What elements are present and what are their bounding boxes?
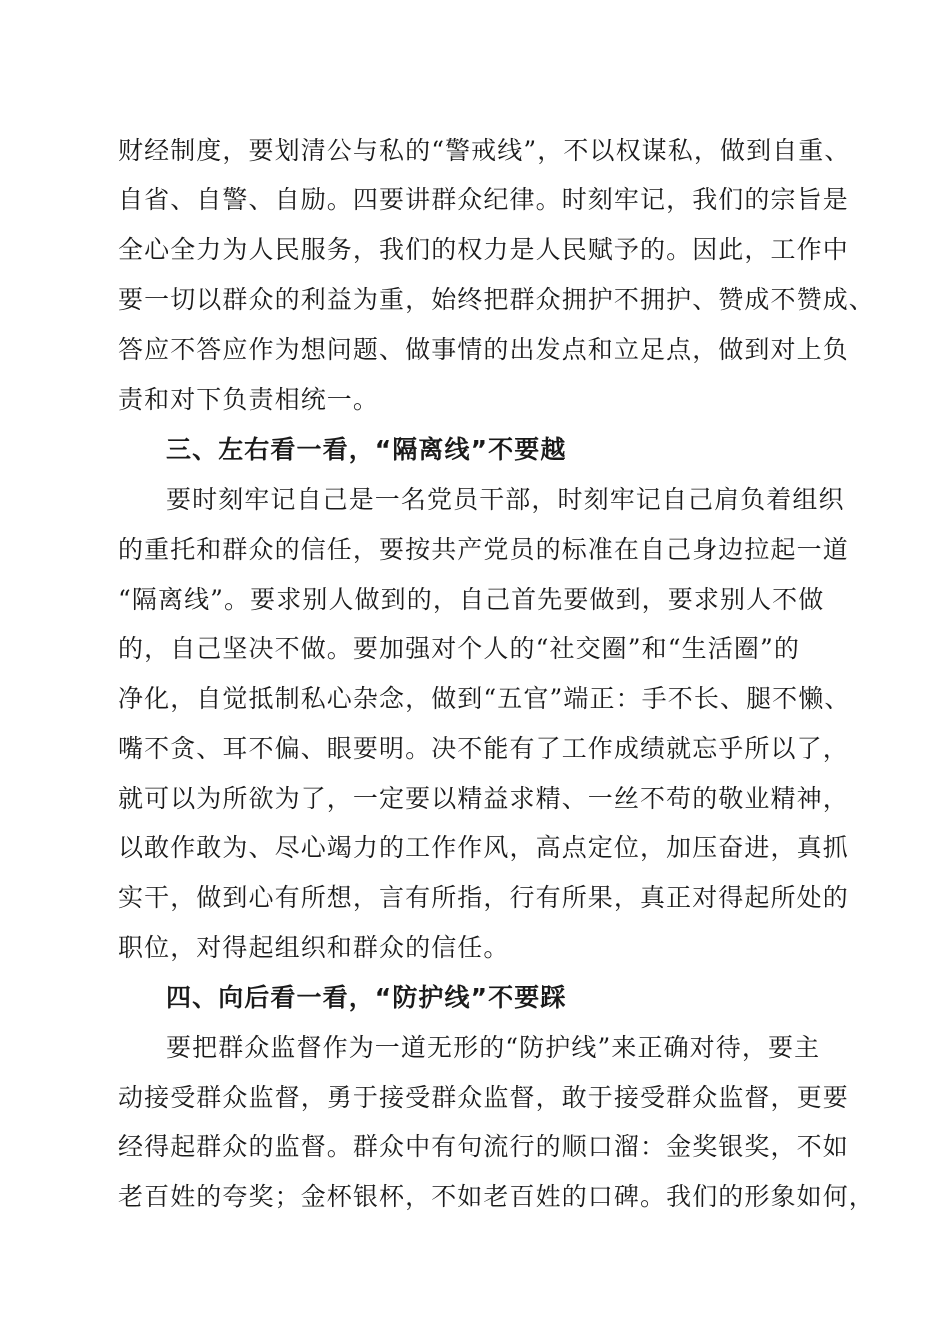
section-heading-3: 三、左右看一看，“隔离线”不要越 [166,435,567,464]
paragraph-line: 就可以为所欲为了，一定要以精益求精、一丝不苟的敬业精神， [118,784,849,813]
paragraph-line: 的，自己坚决不做。要加强对个人的“社交圈”和“生活圈”的 [118,634,800,663]
paragraph-line: 嘴不贪、耳不偏、眼要明。决不能有了工作成绩就忘乎所以了， [118,734,849,763]
paragraph-line: 经得起群众的监督。群众中有句流行的顺口溜：金奖银奖，不如 [118,1132,849,1161]
paragraph-line: 老百姓的夸奖；金杯银杯，不如老百姓的口碑。我们的形象如何， [118,1182,875,1211]
paragraph-line: 以敢作敢为、尽心竭力的工作作风，高点定位，加压奋进，真抓 [118,833,849,862]
paragraph-line: 要把群众监督作为一道无形的“防护线”来正确对待，要主 [166,1033,821,1062]
paragraph-line: 答应不答应作为想问题、做事情的出发点和立足点，做到对上负 [118,335,849,364]
paragraph-line: 要一切以群众的利益为重，始终把群众拥护不拥护、赞成不赞成、 [118,285,875,314]
paragraph-line: 职位，对得起组织和群众的信任。 [118,933,510,962]
paragraph-line: 责和对下负责相统一。 [118,385,380,414]
paragraph-line: 的重托和群众的信任，要按共产党员的标准在自己身边拉起一道 [118,535,849,564]
paragraph-line: 全心全力为人民服务，我们的权力是人民赋予的。因此，工作中 [118,235,849,264]
paragraph-line: 净化，自觉抵制私心杂念，做到“五官”端正：手不长、腿不懒、 [118,684,851,713]
paragraph-line: 动接受群众监督，勇于接受群众监督，敢于接受群众监督，更要 [118,1083,849,1112]
paragraph-line: “隔离线”。要求别人做到的，自己首先要做到，要求别人不做 [118,585,825,614]
paragraph-line: 自省、自警、自励。四要讲群众纪律。时刻牢记，我们的宗旨是 [118,185,849,214]
section-heading-4: 四、向后看一看，“防护线”不要踩 [166,983,567,1012]
paragraph-line: 实干，做到心有所想，言有所指，行有所果，真正对得起所处的 [118,883,849,912]
paragraph-line: 要时刻牢记自己是一名党员干部，时刻牢记自己肩负着组织 [166,485,845,514]
paragraph-line: 财经制度，要划清公与私的“警戒线”，不以权谋私，做到自重、 [118,136,851,165]
